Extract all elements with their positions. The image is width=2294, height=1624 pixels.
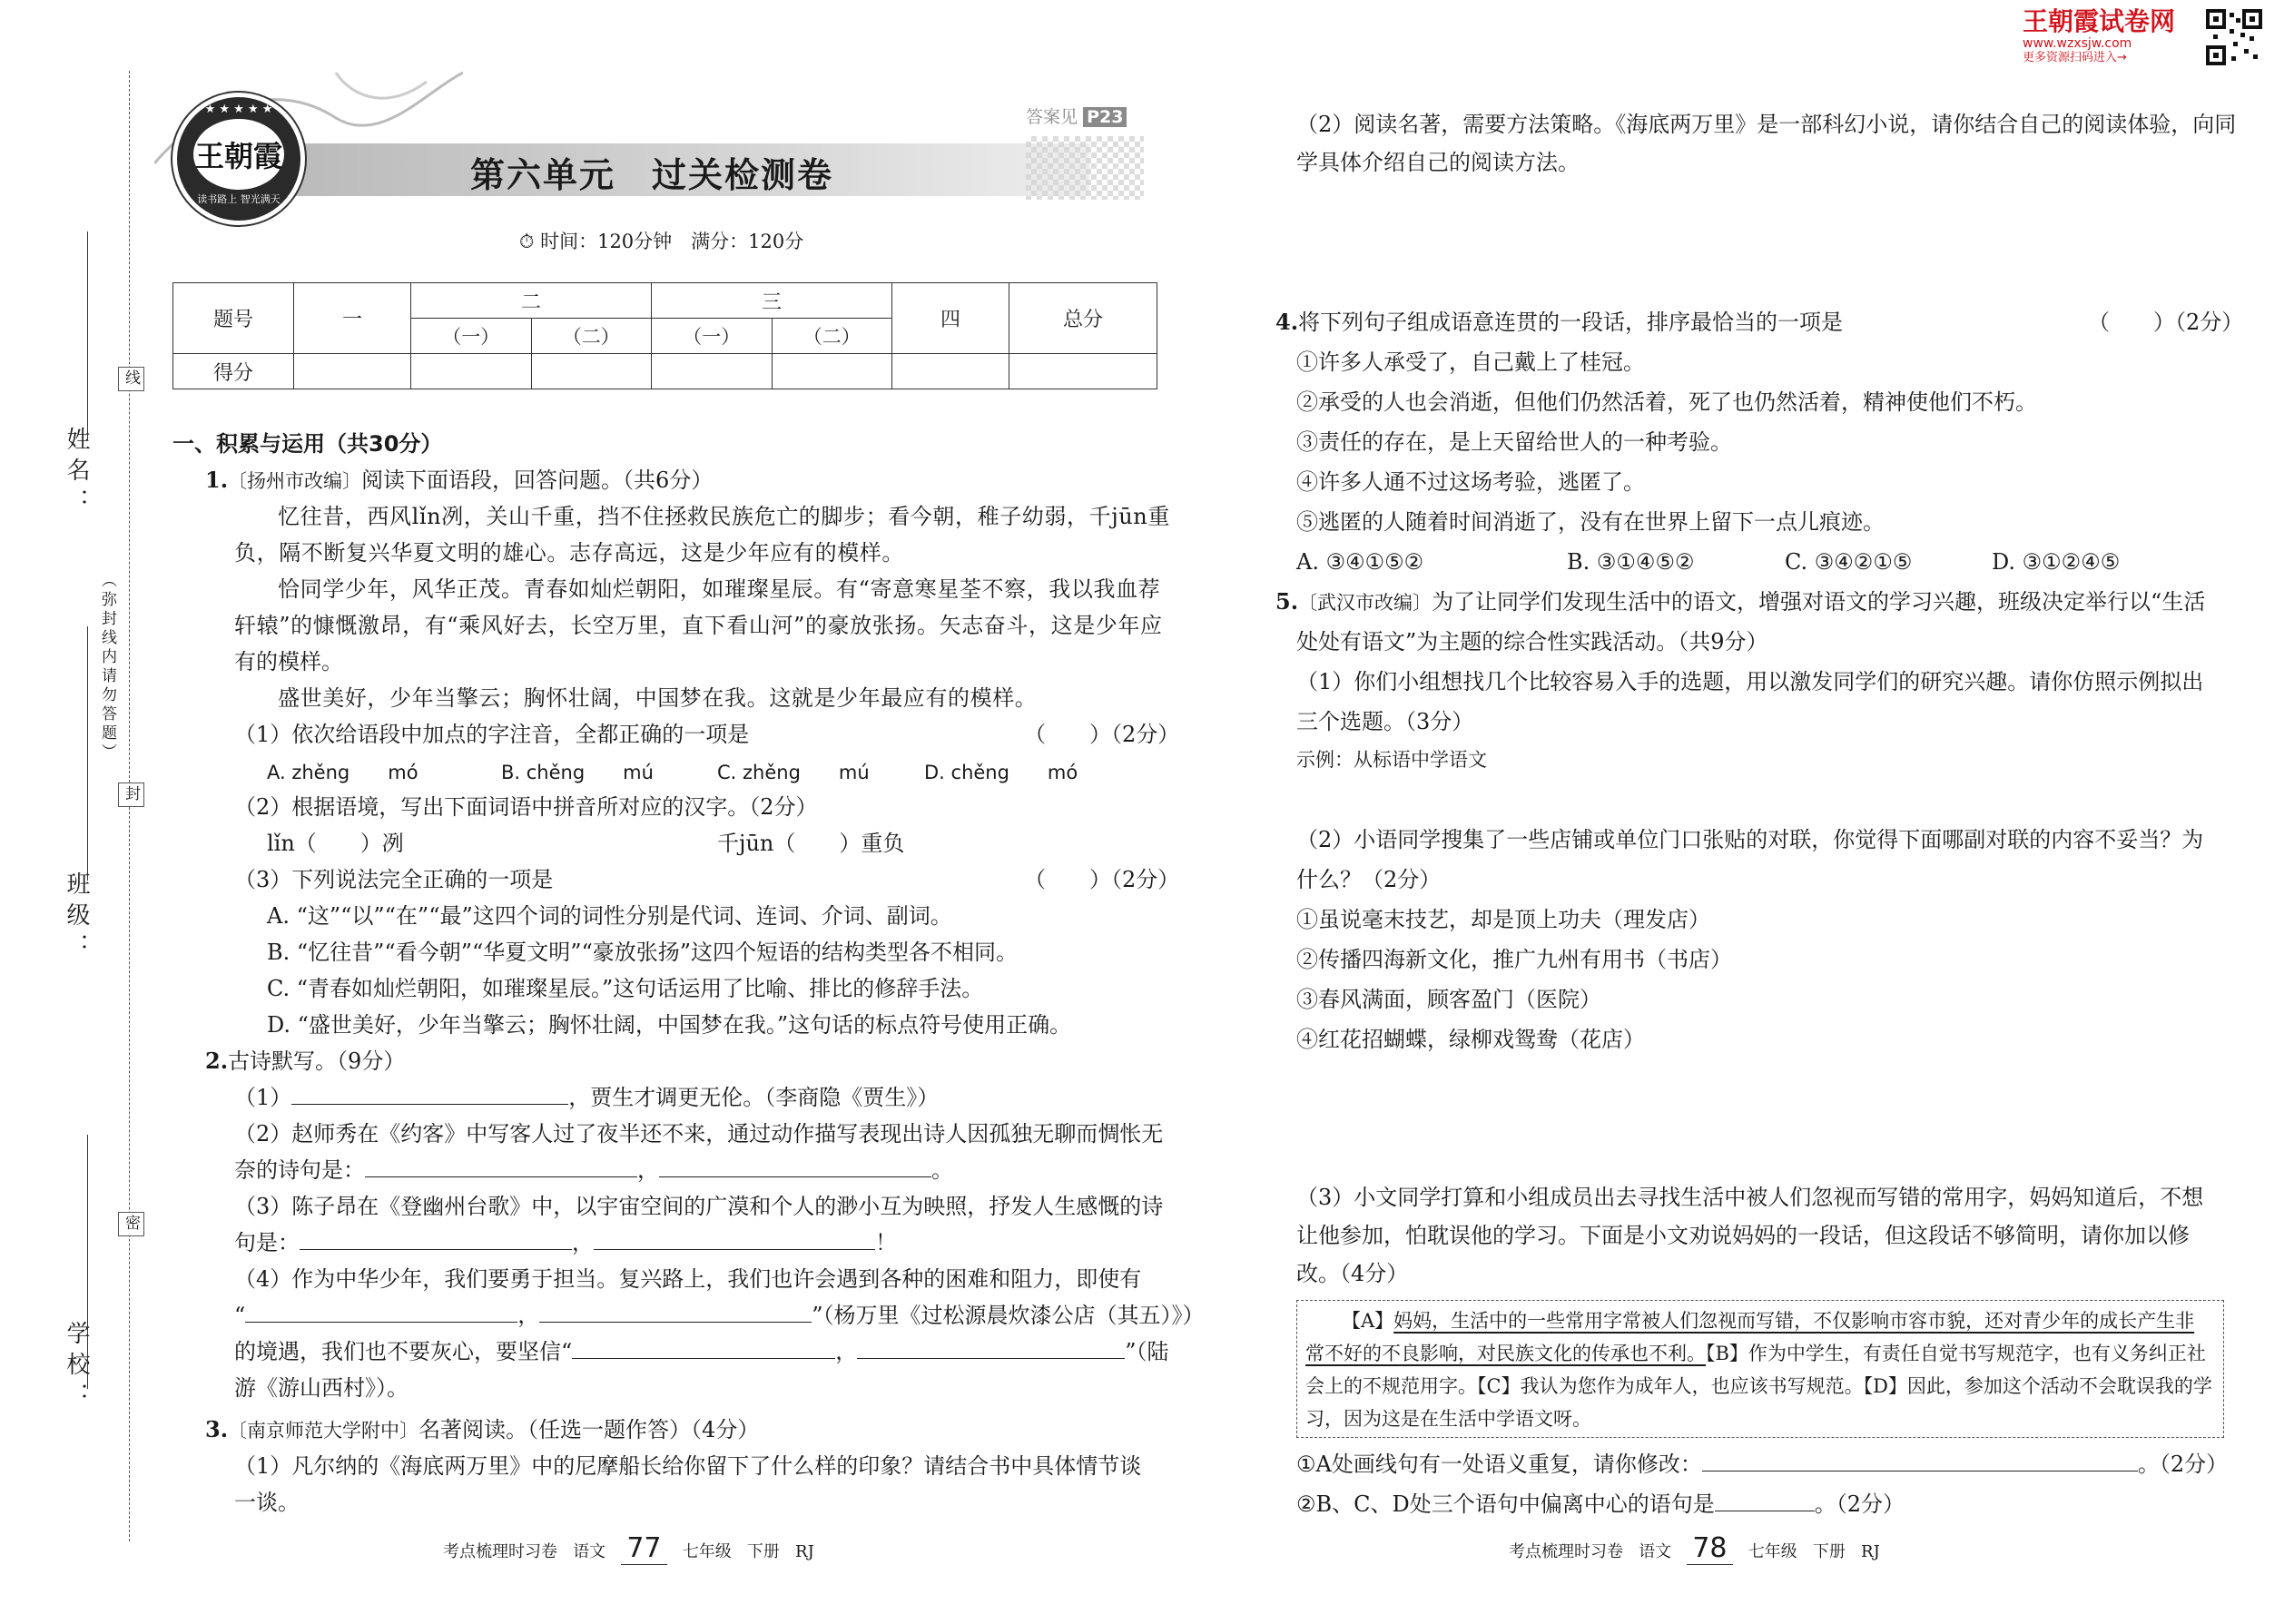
q4-sentence: ③责任的存在，是上天留给世人的一种考验。 bbox=[1296, 429, 1732, 455]
q1-1-stem: （1）依次给语段中加点的字注音，全都正确的一项是 bbox=[234, 722, 750, 747]
fill-blank[interactable] bbox=[572, 1338, 835, 1359]
q5-3-2-text: ②B、C、D处三个语句中偏离中心的语句是 bbox=[1296, 1491, 1715, 1517]
q2-2-answer bbox=[234, 1156, 953, 1184]
passage-line: 盛世美好，少年当擎云；胸怀壮阔，中国梦在我。这就是少年最应有的模样。 bbox=[278, 685, 1038, 711]
passage-line: 负，隔不断复兴华夏文明的雄心。志存高远，这是少年应有的模样。 bbox=[234, 540, 904, 566]
logo-motto: 读书路上 智光满天 bbox=[197, 193, 281, 205]
score-cell[interactable] bbox=[294, 354, 411, 389]
q3-text: 名著阅读。（任选一题作答）（4分） bbox=[418, 1417, 760, 1442]
name-field-line[interactable] bbox=[87, 231, 88, 440]
underlined-sentence: 妈妈，生活中的一些常用字常被人们忽视而写错，不仅影响市容市貌，还对青少年的成长产生非 bbox=[1393, 1310, 2195, 1332]
q5-3-stem-end: 改。（4分） bbox=[1296, 1261, 1409, 1286]
section-1-heading: 一、积累与运用（共30分） bbox=[172, 431, 443, 457]
question-4-title bbox=[1275, 309, 1843, 336]
score-cell[interactable] bbox=[531, 354, 652, 389]
score-sub-3-2: （二） bbox=[772, 319, 892, 354]
q5-source: 〔武汉市改编〕 bbox=[1298, 592, 1433, 614]
marker-b-text: 【B】作为中学生，有责任自觉书写规范字，也有义务纠正社 bbox=[1706, 1343, 2206, 1364]
answer-reference bbox=[1026, 103, 1127, 128]
q5-3-1 bbox=[1296, 1451, 2228, 1478]
choice-d[interactable]: D. ③①②④⑤ bbox=[1992, 549, 2121, 575]
q1-number: 1. bbox=[205, 467, 229, 493]
choice-b[interactable]: B. chěng mú bbox=[501, 762, 654, 783]
question-5-title bbox=[1275, 588, 2205, 616]
footer-series: 考点梳理时习卷 bbox=[443, 1542, 557, 1561]
q1-2-blank-b[interactable]: 千jūn（ ）重负 bbox=[717, 831, 905, 856]
fill-blank[interactable] bbox=[291, 1084, 568, 1105]
score-header-2: 二 bbox=[411, 283, 652, 319]
choice-b[interactable]: B. “忆往昔”“看今朝”“华夏文明”“豪放张扬”这四个短语的结构类型各不相同。 bbox=[267, 940, 1019, 965]
q3-1-stem: （1）凡尔纳的《海底两万里》中的尼摩船长给你留下了什么样的印象？请结合书中具体情节谈 bbox=[234, 1453, 1142, 1479]
score-sub-2-1: （一） bbox=[411, 319, 532, 354]
q5-3-1-text: ①A处画线句有一处语义重复，请你修改： bbox=[1296, 1452, 1702, 1477]
passage-line: 轩辕”的慷慨激昂，有“乘风好去，长空万里，直下看山河”的豪放张扬。矢志奋斗，这是少年应 bbox=[234, 613, 1163, 638]
q5-3-2 bbox=[1296, 1491, 1905, 1518]
score-header-4: 四 bbox=[892, 283, 1009, 354]
marker-a: 【A】 bbox=[1342, 1310, 1394, 1332]
fill-blank[interactable] bbox=[365, 1156, 637, 1177]
open-quote: “ bbox=[234, 1303, 246, 1328]
choice-d[interactable]: D. “盛世美好，少年当擎云；胸怀壮阔，中国梦在我。”这句话的标点符号使用正确。 bbox=[267, 1012, 1072, 1038]
q5-text-cont: 处处有语文”为主题的综合性实践活动。（共9分） bbox=[1296, 629, 1768, 655]
passage-line: 恰同学少年，风华正茂。青春如灿烂朝阳，如璀璨星辰。有“寄意寒星荃不察，我以我血荐 bbox=[278, 576, 1161, 602]
q5-number: 5. bbox=[1275, 588, 1299, 615]
answer-page-badge[interactable]: P23 bbox=[1083, 107, 1127, 127]
q3-1-stem-cont: 一谈。 bbox=[234, 1490, 300, 1515]
score-header-total: 总分 bbox=[1009, 283, 1157, 354]
fill-blank[interactable] bbox=[539, 1302, 812, 1323]
footer-grade: 七年级 bbox=[682, 1542, 732, 1561]
choice-b[interactable]: B. ③①④⑤② bbox=[1567, 549, 1695, 575]
q2-4-citation-end: 游《游山西村》）。 bbox=[234, 1375, 409, 1401]
q2-4-citation: ”（杨万里《过松源晨炊漆公店（其五）》） bbox=[812, 1303, 1205, 1328]
choice-c[interactable]: C. ③④②①⑤ bbox=[1785, 549, 1913, 575]
fill-blank[interactable] bbox=[300, 1229, 572, 1250]
passage-line: 忆往昔，西风lǐn冽，关山千重，挡不住拯救民族危亡的脚步；看今朝，稚子幼弱，千jūn重 bbox=[278, 504, 1170, 529]
q2-4-answer-b bbox=[234, 1338, 1169, 1365]
q5-text: 为了让同学们发现生活中的语文，增强对语文的学习兴趣，班级决定举行以“生活 bbox=[1432, 589, 2206, 615]
score-row-label: 得分 bbox=[173, 354, 294, 389]
q1-2-stem: （2）根据语境，写出下面词语中拼音所对应的汉字。（2分） bbox=[234, 794, 818, 820]
exclamation: ！ bbox=[875, 1230, 897, 1255]
banner-checker bbox=[1026, 136, 1144, 200]
q5-2-stem: （2）小语同学搜集了一些店铺或单位门口张贴的对联，你觉得下面哪副对联的内容不妥当？为 bbox=[1296, 827, 2204, 852]
answer-paren[interactable]: （ ）（2分） bbox=[2088, 310, 2244, 335]
answer-paren[interactable]: （ ）（2分） bbox=[1024, 867, 1180, 892]
q4-sentence: ⑤逃匿的人随着时间消逝了，没有在世界上留下一点儿痕迹。 bbox=[1296, 509, 1885, 535]
underlined-sentence: 常不好的不良影响，对民族文化的传承也不利。 bbox=[1305, 1343, 1706, 1364]
school-label: 学校： bbox=[63, 1321, 90, 1413]
footer-edition: RJ bbox=[795, 1542, 814, 1561]
footer-series: 考点梳理时习卷 bbox=[1509, 1542, 1623, 1561]
logo-stars: ★ ★ ★ ★ ★ bbox=[204, 103, 273, 116]
q2-3-stem: （3）陈子昂在《登幽州台歌》中，以宇宙空间的广漠和个人的渺小互为映照，抒发人生感慨的诗 bbox=[234, 1194, 1164, 1219]
couplet-item: ③春风满面，顾客盈门（医院） bbox=[1296, 987, 1601, 1012]
clock-icon: ⏱ bbox=[519, 231, 535, 252]
question-2-title bbox=[205, 1048, 405, 1075]
choice-a[interactable]: A. zhěng mó bbox=[267, 762, 418, 783]
q4-sentence: ①许多人承受了，自己戴上了桂冠。 bbox=[1296, 349, 1645, 375]
fill-blank[interactable] bbox=[245, 1302, 517, 1323]
score-header-3: 三 bbox=[652, 283, 892, 319]
seal-note: （弥封线内请勿答题） bbox=[98, 572, 116, 763]
q4-sentence: ④许多人通不过这场考验，逃匿了。 bbox=[1296, 469, 1645, 495]
q2-4-citation-start: ”（陆 bbox=[1125, 1339, 1169, 1364]
q4-number: 4. bbox=[1275, 309, 1299, 335]
seal-mark-secret: 密 bbox=[118, 1212, 144, 1236]
speech-line: 会上的不规范用字。【C】我认为您作为成年人，也应该书写规范。【D】因此，参加这个活动不会耽误我的学 bbox=[1305, 1375, 2212, 1397]
q3-source: 〔南京师范大学附中〕 bbox=[228, 1420, 419, 1442]
q5-1-stem: （1）你们小组想找几个比较容易入手的选题，用以激发同学们的研究兴趣。请你仿照示例拟出 bbox=[1296, 669, 2204, 694]
fill-blank[interactable] bbox=[1715, 1491, 1815, 1511]
q4-sentence: ②承受的人也会消逝，但他们仍然活着，死了也仍然活着，精神使他们不朽。 bbox=[1296, 389, 2037, 415]
q2-3-label: 句是： bbox=[234, 1230, 300, 1255]
q2-1-prefix: （1） bbox=[234, 1085, 292, 1110]
footer-subject: 语文 bbox=[573, 1542, 606, 1561]
speech-line bbox=[1342, 1307, 2194, 1334]
comma: ， bbox=[637, 1157, 659, 1183]
choice-a[interactable]: A. ③④①⑤② bbox=[1296, 549, 1424, 575]
score-cell[interactable] bbox=[1009, 354, 1157, 389]
page-number: 78 bbox=[1687, 1532, 1732, 1565]
seal-mark-seal: 封 bbox=[118, 782, 144, 807]
q5-3-2-score: 。（2分） bbox=[1814, 1491, 1905, 1517]
watermark-tagline: 更多资源扫码进入→ bbox=[2023, 51, 2127, 64]
score-sub-2-2: （二） bbox=[531, 319, 652, 354]
couplet-item: ④红花招蝴蝶，绿柳戏鸳鸯（花店） bbox=[1296, 1027, 1645, 1052]
comma: ， bbox=[517, 1303, 540, 1328]
q2-2-label: 奈的诗句是： bbox=[234, 1157, 365, 1183]
fill-blank[interactable] bbox=[659, 1156, 931, 1177]
q1-2-blank-a[interactable]: lǐn（ ）冽 bbox=[267, 831, 404, 856]
watermark-site-name: 王朝霞试卷网 bbox=[2023, 6, 2176, 36]
footer-term: 下册 bbox=[746, 1542, 780, 1561]
choice-d[interactable]: D. chěng mó bbox=[924, 762, 1078, 783]
choice-c[interactable]: C. zhěng mú bbox=[717, 762, 870, 783]
name-label: 姓名： bbox=[63, 427, 90, 519]
score-table bbox=[172, 282, 1157, 389]
q2-4-answer-a bbox=[234, 1302, 1205, 1329]
logo-brand: 王朝霞 bbox=[194, 139, 282, 173]
choice-c[interactable]: C. “青春如灿烂朝阳，如璀璨星辰。”这句话运用了比喻、排比的修辞手法。 bbox=[267, 976, 984, 1001]
time-info bbox=[519, 227, 803, 254]
couplet-item: ①虽说毫末技艺，却是顶上功夫（理发店） bbox=[1296, 907, 1710, 932]
q2-1-suffix: ，贾生才调更无伦。（李商隐《贾生》） bbox=[568, 1085, 940, 1110]
page-number: 77 bbox=[621, 1532, 666, 1565]
couplet-item: ②传播四海新文化，推广九州有用书（书店） bbox=[1296, 947, 1732, 972]
q2-2-stem: （2）赵师秀在《约客》中写客人过了夜半还不来，通过动作描写表现出诗人因孤独无聊而惆怅无 bbox=[234, 1121, 1164, 1147]
q2-number: 2. bbox=[205, 1048, 229, 1074]
passage-line: 有的模样。 bbox=[234, 649, 343, 674]
logo-badge bbox=[172, 93, 305, 225]
q1-3-stem: （3）下列说法完全正确的一项是 bbox=[234, 867, 554, 892]
time-info-text: 时间：120分钟 满分：120分 bbox=[540, 231, 804, 252]
q5-3-1-score: 。（2分） bbox=[2137, 1452, 2229, 1477]
q2-4-text: 的境遇，我们也不要灰心，要坚信“ bbox=[234, 1339, 573, 1364]
q4-text: 将下列句子组成语意连贯的一段话，排序最恰当的一项是 bbox=[1298, 310, 1844, 335]
question-3-title bbox=[205, 1416, 759, 1444]
footer-edition: RJ bbox=[1861, 1542, 1880, 1561]
q2-1 bbox=[234, 1084, 939, 1111]
q5-1-stem-cont: 三个选题。（3分） bbox=[1296, 709, 1474, 734]
class-field-line[interactable] bbox=[87, 626, 88, 881]
score-header-label: 题号 bbox=[173, 283, 294, 354]
answer-paren[interactable]: （ ）（2分） bbox=[1024, 722, 1180, 747]
comma: ， bbox=[572, 1230, 594, 1255]
score-cell[interactable] bbox=[411, 354, 532, 389]
period: 。 bbox=[931, 1157, 953, 1183]
fill-blank[interactable] bbox=[857, 1338, 1125, 1359]
q3-number: 3. bbox=[205, 1416, 229, 1442]
score-cell[interactable] bbox=[772, 354, 892, 389]
q3-2-stem-cont: 学具体介绍自己的阅读方法。 bbox=[1296, 150, 1580, 175]
q2-3-answer bbox=[234, 1229, 897, 1256]
comma: ， bbox=[835, 1339, 858, 1364]
class-label: 班级： bbox=[63, 871, 90, 964]
speech-line: 习，因为这是在生活中学语文呀。 bbox=[1305, 1408, 1591, 1430]
speech-line bbox=[1305, 1340, 2206, 1367]
q5-1-example: 示例：从标语中学语文 bbox=[1296, 749, 1487, 771]
fill-blank[interactable] bbox=[1702, 1451, 2138, 1471]
score-header-1: 一 bbox=[294, 283, 411, 354]
score-cell[interactable] bbox=[652, 354, 773, 389]
seal-mark-line: 线 bbox=[118, 367, 144, 391]
score-sub-3-1: （一） bbox=[652, 319, 773, 354]
q1-source: 〔扬州市改编〕 bbox=[228, 470, 362, 492]
q5-3-stem: （3）小文同学打算和小组成员出去寻找生活中被人们忽视而写错的常用字，妈妈知道后，不想 bbox=[1296, 1185, 2204, 1210]
choice-a[interactable]: A. “这”“以”“在”“最”这四个词的词性分别是代词、连词、介词、副词。 bbox=[267, 903, 952, 929]
q2-4-stem: （4）作为中华少年，我们要勇于担当。复兴路上，我们也许会遇到各种的困难和阻力，即使有 bbox=[234, 1266, 1142, 1292]
page-title: 第六单元 过关检测卷 bbox=[470, 155, 834, 195]
q2-text: 古诗默写。（9分） bbox=[228, 1048, 406, 1074]
qr-code-icon[interactable] bbox=[2206, 9, 2262, 65]
watermark-url: www.wzxsjw.com bbox=[2023, 36, 2132, 51]
footer-term: 下册 bbox=[1812, 1542, 1846, 1561]
q5-3-stem-cont: 让他参加，怕耽误他的学习。下面是小文劝说妈妈的一段话，但这段话不够简明，请你加以修 bbox=[1296, 1223, 2190, 1248]
footer-right bbox=[1509, 1532, 1880, 1564]
score-cell[interactable] bbox=[892, 354, 1009, 389]
school-field-line[interactable] bbox=[87, 1135, 88, 1389]
watermark bbox=[2023, 7, 2204, 65]
fill-blank[interactable] bbox=[594, 1229, 875, 1250]
q3-2-stem: （2）阅读名著，需要方法策略。《海底两万里》是一部科幻小说，请你结合自己的阅读体验，向同 bbox=[1296, 112, 2237, 137]
footer-subject: 语文 bbox=[1639, 1542, 1672, 1561]
q5-2-stem-cont: 什么？（2分） bbox=[1296, 867, 1442, 892]
q1-text: 阅读下面语段，回答问题。（共6分） bbox=[361, 468, 714, 493]
footer-left bbox=[443, 1532, 814, 1564]
answer-ref-label: 答案见 bbox=[1026, 107, 1078, 127]
footer-grade: 七年级 bbox=[1748, 1542, 1797, 1561]
question-1-title bbox=[205, 467, 713, 495]
